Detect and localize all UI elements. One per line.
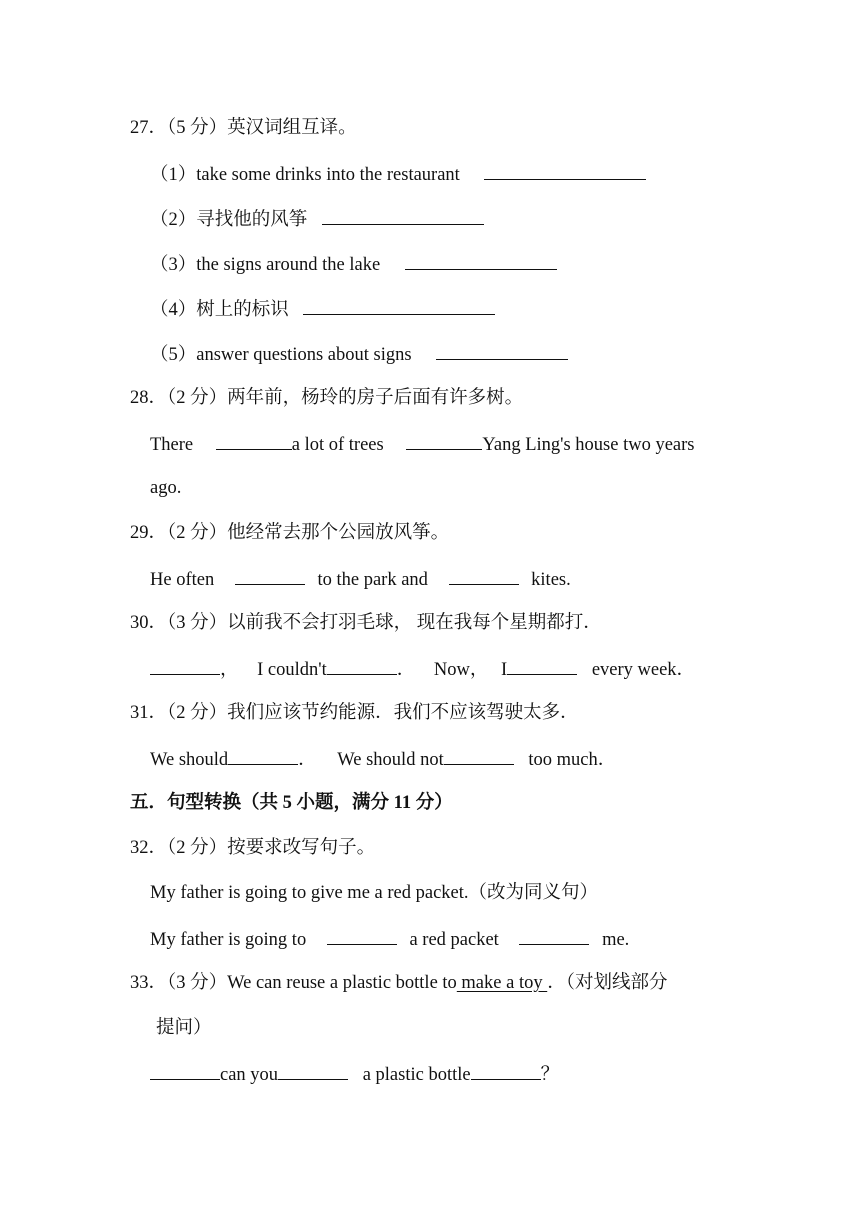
answer-blank[interactable]: [436, 341, 568, 360]
q32-original-sentence: My father is going to give me a red packet.（改为同义句）: [150, 883, 599, 903]
q28-line-1: [150, 431, 694, 457]
section-5-title: 五．句型转换（共 5 小题，满分 11 分）: [130, 793, 453, 813]
q30-line: [150, 656, 695, 682]
q27-item-3: [150, 251, 557, 277]
q30-text-5: I: [501, 660, 508, 680]
q30-heading: 30．（3 分）以前我不会打羽毛球， 现在我每个星期都打．: [130, 613, 602, 633]
q28-text-2: a lot of trees: [291, 435, 384, 455]
q30-text-1: ，: [220, 660, 239, 680]
answer-blank[interactable]: [519, 926, 589, 945]
q33-heading-cont: 提问）: [156, 1018, 212, 1038]
q30-text-2: I couldn't: [257, 660, 327, 680]
q32-text-3: me.: [602, 930, 630, 950]
q27-item-3-text: （3）the signs around the lake: [150, 255, 381, 275]
answer-blank[interactable]: [471, 1061, 541, 1080]
q33-heading-part-a: 33．（3 分）We can reuse a plastic bottle to: [130, 973, 457, 993]
q29-heading: 29．（2 分）他经常去那个公园放风筝。: [130, 523, 450, 543]
q27-item-2: [150, 206, 484, 232]
answer-blank[interactable]: [507, 656, 577, 675]
q33-text-3: ？: [540, 1065, 560, 1085]
q28-text-3: Yang Ling's house two years: [482, 435, 695, 455]
q29-line: [150, 566, 571, 592]
q28-line-2: ago.: [150, 478, 182, 498]
q29-text-1: He often: [150, 570, 215, 590]
answer-blank[interactable]: [405, 251, 557, 270]
q28-heading: 28．（2 分）两年前，杨玲的房子后面有许多树。: [130, 388, 524, 408]
q33-heading-part-b: ．（对划线部分: [547, 973, 668, 993]
q31-text-2: ．: [298, 750, 317, 770]
q28-text-1: There: [150, 435, 194, 455]
answer-blank[interactable]: [303, 296, 495, 315]
q31-text-4: too much．: [528, 750, 617, 770]
q33-line: [150, 1061, 559, 1087]
q29-text-2: to the park and: [317, 570, 428, 590]
q31-heading: 31．（2 分）我们应该节约能源．我们不应该驾驶太多．: [130, 703, 579, 723]
q27-item-2-text: （2）寻找他的风筝: [150, 210, 308, 230]
q30-text-6: every week．: [591, 660, 696, 680]
q27-item-5: [150, 341, 568, 367]
q31-text-3: We should not: [337, 750, 444, 770]
q27-item-1: [150, 161, 646, 187]
q33-underlined-phrase: make a toy: [456, 973, 548, 993]
q33-text-2: a plastic bottle: [362, 1065, 471, 1085]
q27-item-5-text: （5）answer questions about signs: [150, 345, 412, 365]
answer-blank[interactable]: [228, 746, 298, 765]
q32-heading: 32．（2 分）按要求改写句子。: [130, 838, 376, 858]
q27-heading: 27．（5 分）英汉词组互译。: [130, 118, 357, 138]
q30-text-4: Now，: [433, 660, 489, 680]
answer-blank[interactable]: [235, 566, 305, 585]
q27-item-4: [150, 296, 495, 322]
q27-item-4-text: （4）树上的标识: [150, 300, 289, 320]
answer-blank[interactable]: [449, 566, 519, 585]
answer-blank[interactable]: [278, 1061, 348, 1080]
q29-text-3: kites.: [531, 570, 571, 590]
q32-text-1: My father is going to: [150, 930, 307, 950]
q33-text-1: can you: [220, 1065, 279, 1085]
q33-heading: [130, 971, 667, 995]
q31-text-1: We should: [150, 750, 229, 770]
answer-blank[interactable]: [444, 746, 514, 765]
answer-blank[interactable]: [150, 1061, 220, 1080]
answer-blank[interactable]: [484, 161, 646, 180]
answer-blank[interactable]: [216, 431, 292, 450]
q31-line: [150, 746, 616, 772]
answer-blank[interactable]: [327, 656, 397, 675]
q27-item-1-text: （1）take some drinks into the restaurant: [150, 165, 460, 185]
answer-blank[interactable]: [150, 656, 220, 675]
q32-text-2: a red packet: [409, 930, 499, 950]
q32-line: [150, 926, 629, 952]
answer-blank[interactable]: [406, 431, 482, 450]
answer-blank[interactable]: [322, 206, 484, 225]
q30-text-3: ．: [396, 660, 416, 680]
answer-blank[interactable]: [327, 926, 397, 945]
